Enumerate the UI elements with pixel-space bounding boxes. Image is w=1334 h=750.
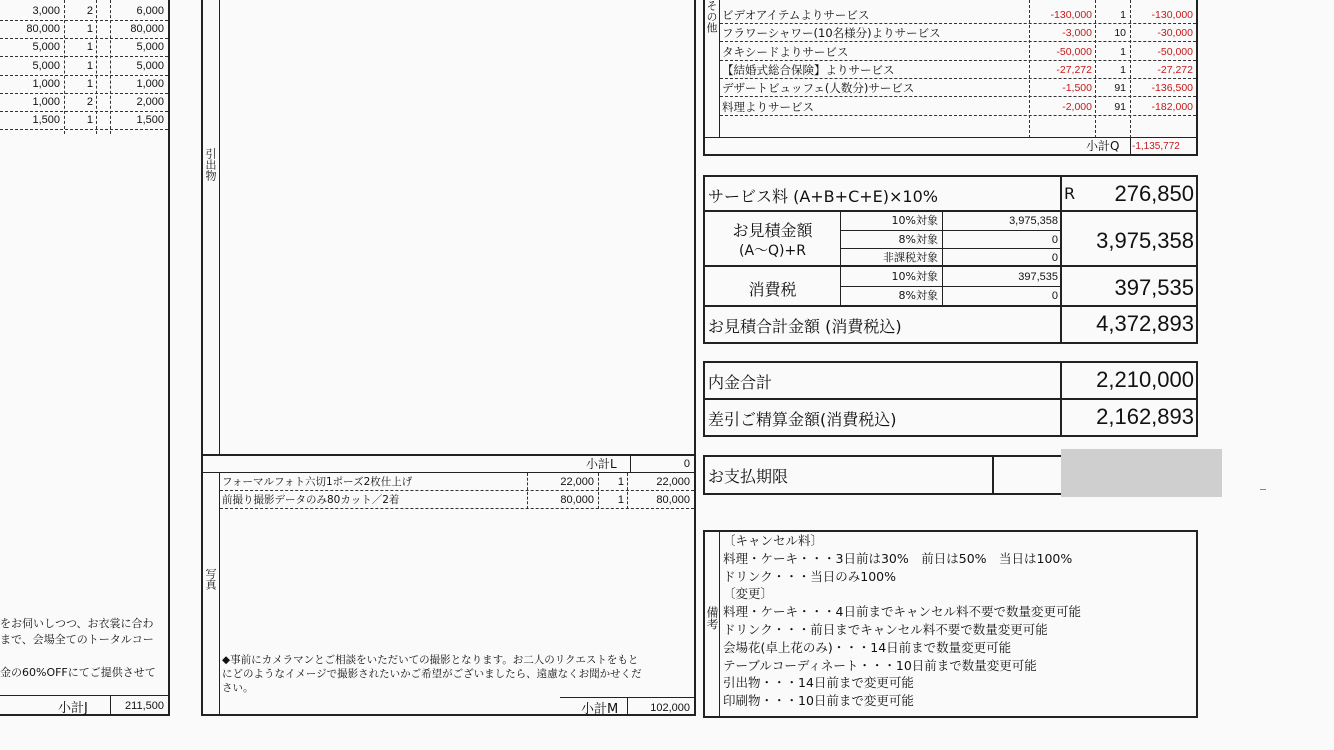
- other-row-amount: -30,000: [1157, 27, 1193, 40]
- scan-speck: [1260, 489, 1266, 490]
- subtotal-q-divider: [1130, 138, 1131, 155]
- other-row-price: -27,272: [1056, 63, 1092, 76]
- other-row-divider: [720, 115, 1196, 116]
- other-row-amount: -130,000: [1151, 9, 1193, 21]
- left-row-qty: 2: [86, 5, 93, 17]
- left-row-qty: 2: [86, 96, 93, 108]
- estimate-label-1: お見積金額: [732, 221, 813, 240]
- estimate-row3-bottom: [703, 305, 1198, 307]
- est-8-label: 8%対象: [898, 233, 938, 246]
- total-label: お見積合計金額 (消費税込): [708, 317, 902, 336]
- photo-row-name: フォーマルフォト六切1ポーズ2枚仕上げ: [222, 476, 413, 488]
- other-row-qty: 1: [1120, 45, 1126, 58]
- subtotal-l-divider: [630, 455, 631, 473]
- left-subtotal-value: 211,500: [125, 700, 164, 712]
- estimate-r-divider: [1060, 175, 1062, 344]
- photo-row-divider: [220, 508, 694, 509]
- other-row-price: -2,000: [1062, 100, 1092, 113]
- left-row-price: 1,000: [32, 96, 60, 108]
- balance-label: 差引ご精算金額(消費税込): [708, 410, 897, 429]
- left-row-qty: 1: [86, 41, 93, 54]
- other-row-divider: [720, 60, 1196, 61]
- est-non-label: 非課税対象: [883, 251, 938, 264]
- other-row-name: 料理よりサービス: [722, 99, 814, 114]
- photo-label: 写真: [204, 568, 217, 590]
- due-label: お支払期限: [708, 467, 789, 486]
- subtotal-q-label: 小計Q: [1086, 139, 1120, 153]
- left-row-qty: 1: [86, 59, 93, 72]
- photo-amount-divider: [627, 473, 628, 509]
- hikidemono-label: 引出物: [204, 148, 217, 181]
- other-row-name: フラワーシャワー(10名様分)よりサービス: [722, 26, 941, 41]
- remarks-line: 料理・ケーキ・・・3日前は30% 前日は50% 当日は100%: [723, 550, 1073, 566]
- left-row-amount: 2,000: [136, 96, 164, 108]
- photo-qty-divider: [598, 473, 599, 509]
- deposit-value: 2,210,000: [1096, 367, 1194, 392]
- total-value: 4,372,893: [1096, 311, 1194, 336]
- other-bottom: [703, 154, 1198, 156]
- estimate-row1-bottom: [703, 210, 1198, 212]
- tax-10-label: 10%対象: [891, 270, 938, 283]
- left-row-price: 5,000: [32, 41, 60, 54]
- other-row-price: -1,500: [1062, 82, 1092, 95]
- other-row-price: -130,000: [1050, 9, 1092, 21]
- photo-note-3: さい。: [222, 682, 254, 694]
- other-label: その他: [705, 0, 718, 33]
- hikidemono-inner-border: [219, 0, 220, 455]
- other-row-name: タキシードよりサービス: [722, 44, 849, 59]
- left-row-amount: 1,000: [136, 77, 164, 90]
- left-row-divider: [0, 129, 168, 130]
- due-divider: [992, 455, 994, 495]
- left-row-price: 80,000: [26, 23, 60, 36]
- other-amount-divider: [1130, 0, 1131, 138]
- other-row-qty: 1: [1120, 63, 1126, 76]
- photo-row-price: 80,000: [560, 494, 594, 506]
- remarks-label: 備考: [705, 606, 719, 630]
- service-value: 276,850: [1114, 181, 1194, 206]
- remarks-line: ドリンク・・・当日のみ100%: [723, 568, 896, 584]
- other-top-row-amount: [1140, 0, 1194, 2]
- subtotal-l-label: 小計L: [586, 457, 617, 471]
- est-sub-1: [840, 230, 1060, 231]
- other-qty-divider: [1095, 0, 1096, 138]
- tax-8-value: 0: [1051, 290, 1058, 302]
- photo-note-2: にどのようなイメージで撮影されたいかご希望がございましたら、遠慮なくお聞かせくだ: [222, 668, 642, 680]
- middle-left-border: [201, 0, 203, 716]
- tax-8-label: 8%対象: [898, 289, 938, 302]
- est-sub-2: [840, 248, 1060, 249]
- photo-row-qty: 1: [617, 476, 624, 488]
- deposit-divider: [703, 398, 1198, 400]
- other-row-amount: -182,000: [1151, 100, 1193, 113]
- left-row-divider: [0, 93, 168, 94]
- remarks-line: 〔変更〕: [723, 586, 774, 602]
- other-row-amount: -136,500: [1151, 82, 1193, 95]
- left-row-amount: 80,000: [130, 23, 164, 36]
- other-row-name: ビデオアイテムよりサービス: [722, 8, 870, 22]
- tax-value: 397,535: [1114, 275, 1194, 300]
- other-row-divider: [720, 23, 1196, 24]
- subtotal-m-label: 小計M: [581, 702, 619, 717]
- other-row-price: -3,000: [1062, 27, 1092, 40]
- subtotal-l-top: [201, 454, 696, 456]
- est-non-value: 0: [1051, 252, 1058, 264]
- other-row-amount: -27,272: [1157, 63, 1193, 76]
- other-inner-border: [719, 0, 720, 138]
- other-row-qty: 1: [1120, 9, 1126, 21]
- other-row-divider: [720, 41, 1196, 42]
- left-row-divider: [0, 56, 168, 57]
- middle-right-border: [694, 0, 696, 716]
- photo-row-amount: 22,000: [656, 476, 690, 488]
- left-row-divider: [0, 20, 168, 21]
- other-inner-bottom: [703, 137, 1198, 138]
- photo-row-divider: [220, 490, 694, 491]
- remarks-line: 料理・ケーキ・・・4日前までキャンセル料不要で数量変更可能: [723, 604, 1081, 620]
- left-row-amount: 6,000: [136, 5, 164, 17]
- estimate-sublabel-divider: [942, 211, 943, 306]
- photo-price-divider: [527, 473, 528, 509]
- left-row-qty: 1: [86, 114, 93, 127]
- remarks-line: 印刷物・・・10日前まで変更可能: [723, 693, 914, 709]
- left-subtotal-label: 小計J: [58, 701, 88, 716]
- left-row-price: 1,500: [32, 114, 60, 127]
- remarks-line: 〔キャンセル料〕: [723, 533, 824, 548]
- balance-value: 2,162,893: [1096, 404, 1194, 429]
- other-row-name: デザートビュッフェ(人数分)サービス: [722, 81, 915, 96]
- deposit-label: 内金合計: [708, 373, 773, 392]
- other-row-divider: [720, 78, 1196, 79]
- photo-note-1: ◆事前にカメラマンとご相談をいただいての撮影となります。お二人のリクエストをもと: [222, 654, 639, 666]
- estimate-label-2: (A〜Q)+R: [739, 243, 806, 259]
- other-row-qty: 91: [1114, 100, 1126, 113]
- estimate-row2-bottom: [703, 265, 1198, 267]
- tax-sub-1: [840, 286, 1060, 287]
- left-row-amount: 1,500: [136, 114, 164, 127]
- other-row-qty: 91: [1114, 82, 1126, 95]
- photo-row-qty: 1: [617, 494, 624, 506]
- other-row-divider: [720, 96, 1196, 97]
- other-row-price: -50,000: [1056, 45, 1092, 58]
- estimate-value: 3,975,358: [1096, 228, 1194, 253]
- remarks-inner-border: [719, 530, 720, 718]
- other-row-amount: -50,000: [1157, 45, 1193, 58]
- tax-10-value: 397,535: [1018, 271, 1058, 283]
- left-note-1: をお伺いしつつ、お衣裳に合わ: [0, 617, 154, 630]
- left-row-divider: [0, 75, 168, 76]
- left-row-divider: [0, 111, 168, 112]
- left-row-price: 1,000: [32, 77, 60, 90]
- service-r-label: R: [1064, 184, 1076, 203]
- service-label: サービス料 (A+B+C+E)×10%: [708, 187, 938, 206]
- remarks-line: 引出物・・・14日前まで変更可能: [723, 675, 914, 691]
- left-row-divider: [0, 38, 168, 39]
- left-row-amount: 5,000: [136, 41, 164, 54]
- est-10-value: 3,975,358: [1009, 215, 1058, 227]
- left-row-qty: 1: [86, 77, 93, 90]
- left-subtotal-border: [0, 695, 170, 696]
- left-row-amount: 5,000: [136, 59, 164, 72]
- other-price-divider: [1029, 0, 1030, 138]
- left-row-price: 3,000: [32, 5, 60, 17]
- other-row-name: 【結婚式総合保険】よりサービス: [722, 62, 895, 77]
- estimate-label-divider: [840, 211, 841, 306]
- photo-row-amount: 80,000: [656, 494, 690, 506]
- photo-row-price: 22,000: [560, 476, 594, 488]
- remarks-line: ドリンク・・・前日までキャンセル料不要で数量変更可能: [723, 622, 1048, 637]
- left-note-3: 金の60%OFFにてご提供させて: [0, 666, 156, 679]
- est-10-label: 10%対象: [891, 214, 938, 227]
- photo-top: [201, 472, 696, 473]
- subtotal-q-value: -1,135,772: [1132, 141, 1180, 152]
- redaction-block: [1061, 449, 1222, 497]
- photo-row-name: 前撮り撮影データのみ80カット／2着: [222, 494, 400, 506]
- middle-bottom-border: [201, 714, 696, 716]
- left-row-price: 5,000: [32, 59, 60, 72]
- left-row-qty: 1: [86, 23, 93, 36]
- remarks-line: 会場花(卓上花のみ)・・・14日前まで数量変更可能: [723, 639, 1012, 655]
- tax-label: 消費税: [748, 280, 797, 299]
- left-note-2: まで、会場全てのトータルコー: [0, 633, 154, 646]
- other-row-qty: 10: [1114, 27, 1126, 40]
- subtotal-l-value: 0: [683, 458, 690, 470]
- remarks-line: テーブルコーディネート・・・10日前まで数量変更可能: [723, 657, 1037, 673]
- left-border: [168, 0, 170, 716]
- est-8-value: 0: [1051, 234, 1058, 246]
- subtotal-m-value: 102,000: [650, 702, 690, 714]
- deposit-col-divider: [1060, 361, 1062, 437]
- other-right-border: [1196, 0, 1198, 156]
